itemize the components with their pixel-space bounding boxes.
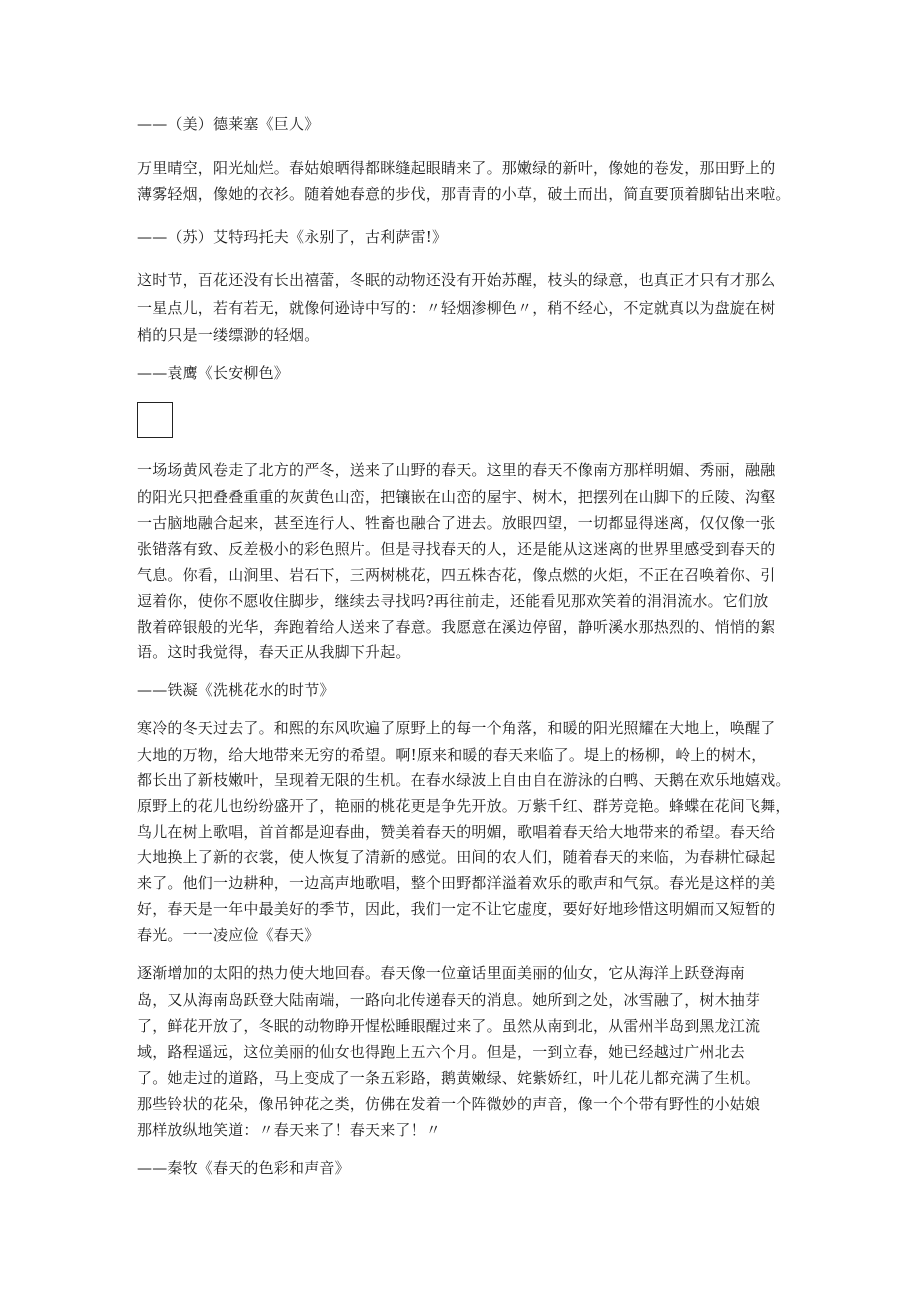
paragraph-5-line-1: 逐渐增加的太阳的热力使大地回春。春天像一位童话里面美丽的仙女，它从海洋上跃登海南	[137, 964, 746, 982]
paragraph-5-line-3: 了，鲜花开放了，冬眠的动物睁开惺松睡眼醒过来了。虽然从南到北，从雷州半岛到黑龙江流	[137, 1017, 761, 1035]
image-placeholder-box	[137, 402, 173, 438]
paragraph-4-line-9: 春光。一一凌应俭《春天》	[137, 926, 320, 944]
paragraph-3-line-5: 气息。你看，山涧里、岩石下，三两树桃花，四五株杏花，像点燃的火炬，不正在召唤着你、引	[137, 566, 776, 584]
paragraph-3-line-8: 语。这时我觉得，春天正从我脚下升起。	[137, 643, 411, 661]
attribution-yuanying: ——袁鹰《长安柳色》	[137, 364, 290, 382]
attribution-deleisai: ——（美）德莱塞《巨人》	[137, 115, 320, 133]
paragraph-4-line-1: 寒冷的冬天过去了。和熙的东风吹遍了原野上的每一个角落，和暖的阳光照耀在大地上，唤醒了	[137, 719, 776, 737]
paragraph-2-line-3: 梢的只是一缕缥渺的轻烟。	[137, 326, 320, 344]
paragraph-1-line-1: 万里晴空，阳光灿烂。春姑娘晒得都眯缝起眼睛来了。那嫩绿的新叶，像她的卷发，那田野上的	[137, 159, 776, 177]
paragraph-3-line-6: 逗着你，使你不愿收住脚步，继续去寻找吗?再往前走，还能看见那欢笑着的涓涓流水。它们放	[137, 592, 769, 610]
attribution-tiening: ——铁凝《洗桃花水的时节》	[137, 681, 335, 699]
paragraph-4-line-3: 都长出了新枝嫩叶，呈现着无限的生机。在春水绿波上自由自在游泳的白鸭、天鹅在欢乐地嬉戏。	[137, 771, 791, 789]
paragraph-3-line-3: 一古脑地融合起来，甚至连行人、牲畜也融合了进去。放眼四望，一切都显得迷离，仅仅像一张	[137, 514, 776, 532]
paragraph-5-line-5: 了。她走过的道路，马上变成了一条五彩路，鹅黄嫩绿、姹紫娇红，叶儿花儿都充满了生机。	[137, 1069, 761, 1087]
attribution-qinmu: ——秦牧《春天的色彩和声音》	[137, 1159, 350, 1177]
paragraph-4-line-5: 鸟儿在树上歌唱，首首都是迎春曲，赞美着春天的明媚，歌唱着春天给大地带来的希望。春天给	[137, 823, 776, 841]
paragraph-2-line-2: 一星点儿，若有若无，就像何逊诗中写的：〃轻烟渗柳色〃，稍不经心，不定就真以为盘旋在树	[137, 299, 776, 317]
paragraph-3-line-1: 一场场黄风卷走了北方的严冬，送来了山野的春天。这里的春天不像南方那样明媚、秀丽，融融	[137, 461, 776, 479]
paragraph-1-line-2: 薄雾轻烟，像她的衣衫。随着她春意的步伐，那青青的小草，破土而出，简直要顶着脚钻出来啦。	[137, 185, 791, 203]
attribution-aitematuofu: ——（苏）艾特玛托夫《永别了，古利萨雷!》	[137, 228, 448, 246]
paragraph-3-line-4: 张错落有致、反差极小的彩色照片。但是寻找春天的人，还是能从这迷离的世界里感受到春天的	[137, 540, 776, 558]
paragraph-5-line-6: 那些铃状的花朵，像吊钟花之类，仿佛在发着一个阵微妙的声音，像一个个带有野性的小姑娘	[137, 1095, 761, 1113]
paragraph-5-line-4: 域，路程遥远，这位美丽的仙女也得跑上五六个月。但是，一到立春，她已经越过广州北去	[137, 1043, 746, 1061]
paragraph-3-line-7: 散着碎银般的光华，奔跑着给人送来了春意。我愿意在溪边停留，静听溪水那热烈的、悄悄的絮	[137, 618, 776, 636]
paragraph-5-line-2: 岛，又从海南岛跃登大陆南端，一路向北传递春天的消息。她所到之处，冰雪融了，树木抽芽	[137, 991, 761, 1009]
paragraph-4-line-6: 大地换上了新的衣裳，使人恢复了清新的感觉。田间的农人们，随着春天的来临，为春耕忙碌起	[137, 848, 776, 866]
paragraph-5-line-7: 那样放纵地笑道：〃春天来了！春天来了！〃	[137, 1121, 442, 1139]
paragraph-3-line-2: 的阳光只把叠叠重重的灰黄色山峦，把镶嵌在山峦的屋宇、树木，把摆列在山脚下的丘陵、沟壑	[137, 488, 776, 506]
paragraph-4-line-8: 好，春天是一年中最美好的季节，因此，我们一定不让它虚度，要好好地珍惜这明媚而又短暂的	[137, 900, 776, 918]
paragraph-4-line-2: 大地的万物，给大地带来无穷的希望。啊!原来和暖的春天来临了。堤上的杨柳，岭上的树木，	[137, 746, 767, 764]
paragraph-4-line-4: 原野上的花儿也纷纷盛开了，艳丽的桃花更是争先开放。万紫千红、群芳竞艳。蜂蝶在花间飞舞，	[137, 797, 791, 815]
paragraph-2-line-1: 这时节，百花还没有长出禧蕾，冬眠的动物还没有开始苏醒，枝头的绿意，也真正才只有才那么	[137, 271, 776, 289]
paragraph-4-line-7: 来了。他们一边耕种，一边高声地歌唱，整个田野都洋溢着欢乐的歌声和气氛。春光是这样的美	[137, 874, 776, 892]
